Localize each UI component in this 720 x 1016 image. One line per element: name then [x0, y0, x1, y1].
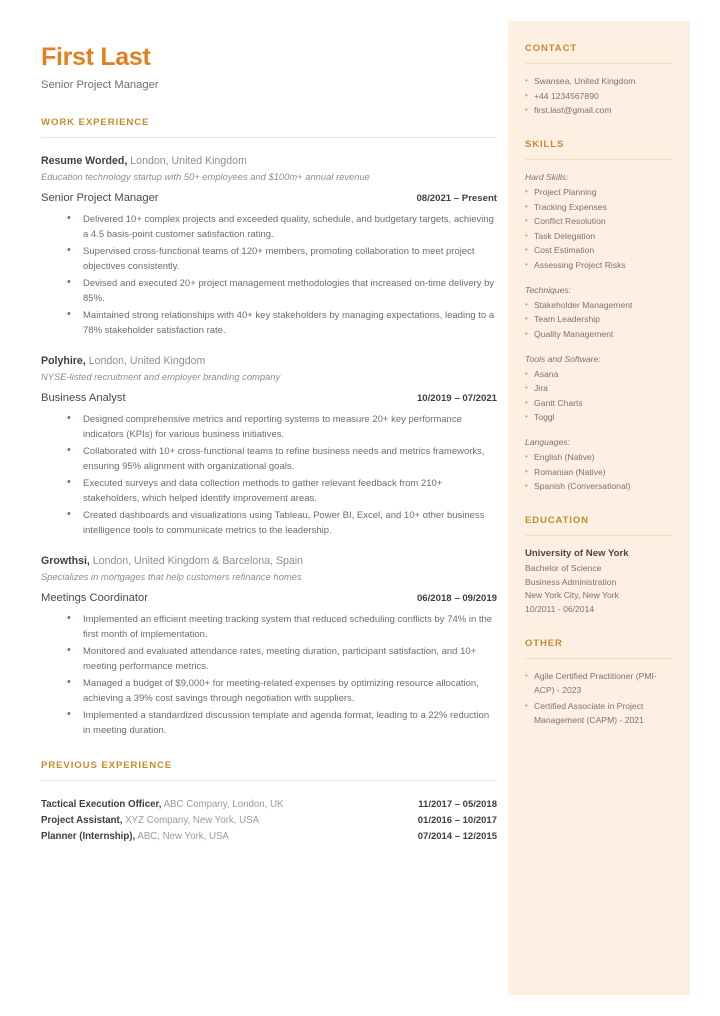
skills-group-label: Tools and Software: [525, 353, 601, 364]
education-details [525, 562, 673, 616]
responsibility-item: • Monitored and evaluated attendance rates, meeting duration, participant satisfaction, and 10+ meeting performance metrics. [83, 644, 497, 674]
responsibility-item: • Executed surveys and data collection methods to gather relevant feedback from 210+ stakeholders, which helped identify improvement areas. [83, 476, 497, 506]
skill-item: • Task Delegation [525, 229, 673, 243]
responsibility-item: • Designed comprehensive metrics and reporting systems to measure 20+ key performance indicators (KPIs) for various business initiatives. [83, 412, 497, 442]
responsibility-item: • Managed a budget of $9,000+ for meeting-related expenses by optimizing resource allocation, achieving a 39% cost savings through negotiation with suppliers. [83, 676, 497, 706]
skill-item: • Tracking Expenses [525, 200, 673, 214]
sidebar-heading-education: EDUCATION [525, 515, 589, 526]
skill-item: • Quality Management [525, 327, 673, 341]
skills-group-label: Languages: [525, 437, 570, 447]
previous-experience-section [41, 760, 497, 845]
skill-item: • Team Leadership [525, 312, 673, 326]
skills-list [525, 298, 673, 341]
sidebar-heading-skills: SKILLS [525, 139, 565, 150]
sidebar-divider [525, 658, 673, 659]
resume-main-column [41, 42, 497, 845]
previous-experience-list [41, 797, 497, 845]
education-school: University of New York [525, 548, 629, 559]
skills-list [525, 185, 673, 272]
sidebar-section-contact [525, 43, 673, 117]
work-experience-entry [41, 554, 497, 738]
company-description: Specializes in mortgages that help customers refinance homes [41, 571, 302, 583]
role-title: Business Analyst [41, 392, 126, 405]
responsibility-item: • Maintained strong relationships with 40+ key stakeholders by managing expectations, leading to a 78% stakeholder satisfaction rate. [83, 308, 497, 338]
company-name: Polyhire, [41, 355, 86, 368]
education-line: 10/2011 - 06/2014 [525, 603, 595, 614]
sidebar-divider [525, 159, 673, 160]
company-description: Education technology startup with 50+ employees and $100m+ annual revenue [41, 171, 370, 182]
skill-item: • Stakeholder Management [525, 298, 673, 312]
page-title: First Last [41, 43, 151, 71]
section-heading-previous-experience: PREVIOUS EXPERIENCE [41, 760, 173, 772]
education-line: Business Administration [525, 576, 617, 587]
previous-detail: ABC Company, London, UK [161, 799, 284, 811]
resume-sidebar [508, 21, 690, 995]
sidebar-divider [525, 535, 673, 536]
role-dates: 06/2018 – 09/2019 [416, 593, 497, 605]
responsibility-item: • Created dashboards and visualizations using Tableau, Power BI, Excel, and 10+ other business intelligence tools to communicate metrics to the leadership. [83, 508, 497, 538]
responsibility-item: • Delivered 10+ complex projects and exceeded quality, schedule, and budgetary targets, achieving a 4.5 basis-point customer satisfaction rating. [83, 212, 497, 242]
skill-item: • Cost Estimation [525, 243, 673, 257]
work-experience-entry [41, 154, 497, 338]
company-name: Growthsi, [41, 555, 90, 568]
header-subtitle: Senior Project Manager [41, 79, 159, 91]
role-row [41, 191, 497, 206]
company-location: London, United Kingdom [127, 155, 247, 167]
previous-experience-row [41, 829, 497, 845]
skill-item: • English (Native) [525, 450, 673, 464]
work-experience-list [41, 154, 497, 738]
section-divider [41, 780, 497, 781]
role-dates: 10/2019 – 07/2021 [416, 393, 497, 405]
sidebar-divider [525, 63, 673, 64]
skills-list [525, 450, 673, 493]
contact-list [525, 74, 673, 117]
responsibility-item: • Implemented an efficient meeting tracking system that reduced scheduling conflicts by 74% in the first month of implementation. [83, 612, 497, 642]
company-row [41, 554, 497, 569]
role-dates: 08/2021 – Present [416, 193, 497, 204]
skills-group-label: Hard Skills: [525, 172, 569, 182]
sidebar-section-other [525, 638, 673, 727]
skills-group-label: Techniques: [525, 284, 572, 295]
role-title: Meetings Coordinator [41, 592, 148, 605]
previous-role: Tactical Execution Officer, [41, 799, 162, 811]
company-name: Resume Worded, [41, 155, 128, 167]
skill-item: • Assessing Project Risks [525, 258, 673, 272]
skill-item: • Conflict Resolution [525, 214, 673, 228]
previous-experience-title [41, 797, 283, 813]
other-item: • Agile Certified Practitioner (PMI-ACP) - 2023 [525, 669, 673, 697]
work-experience-entry [41, 354, 497, 538]
skills-list [525, 367, 673, 425]
previous-dates: 11/2017 – 05/2018 [418, 799, 497, 811]
company-row [41, 354, 497, 369]
skill-item: • Jira [525, 381, 673, 395]
sidebar-section-skills [525, 139, 673, 493]
previous-dates: 01/2016 – 10/2017 [417, 815, 497, 827]
skill-item: • Asana [525, 367, 673, 381]
previous-detail: XYZ Company, New York, USA [122, 815, 260, 827]
company-location: London, United Kingdom [85, 355, 206, 368]
previous-experience-row [41, 813, 497, 829]
role-row [41, 391, 497, 406]
other-item: • Certified Associate in Project Management (CAPM) - 2021 [525, 699, 673, 727]
skill-item: • Spanish (Conversational) [525, 479, 673, 493]
sidebar-heading-other: OTHER [525, 638, 563, 649]
responsibility-item: • Devised and executed 20+ project management methodologies that increased on-time delivery by 85%. [83, 276, 497, 306]
sidebar-section-education [525, 515, 673, 616]
responsibility-list [41, 212, 497, 338]
responsibility-item: • Implemented a standardized discussion template and agenda format, leading to a 22% reduction in meeting duration. [83, 708, 497, 738]
skill-item: • Gantt Charts [525, 396, 673, 410]
previous-detail: ABC, New York, USA [135, 831, 229, 843]
section-divider [41, 137, 497, 138]
previous-role: Planner (Internship), [41, 831, 136, 843]
responsibility-item: • Collaborated with 10+ cross-functional teams to refine business needs and metrics frameworks, ensuring 95% alignment with organizational goals. [83, 444, 497, 474]
role-title: Senior Project Manager [41, 192, 159, 204]
previous-role: Project Assistant, [41, 815, 123, 827]
sidebar-heading-contact: CONTACT [525, 43, 578, 54]
other-list [525, 669, 673, 727]
previous-experience-title [41, 829, 229, 845]
contact-item: • first.last@gmail.com [525, 103, 673, 117]
previous-dates: 07/2014 – 12/2015 [417, 831, 497, 843]
company-description: NYSE-listed recruitment and employer branding company [41, 371, 281, 383]
previous-experience-title [41, 813, 259, 829]
responsibility-list [41, 412, 497, 538]
role-row [41, 591, 497, 606]
skill-item: • Project Planning [525, 185, 673, 199]
skills-groups [525, 170, 673, 493]
responsibility-list [41, 612, 497, 738]
contact-item: • +44 1234567890 [525, 89, 673, 103]
previous-experience-row [41, 797, 497, 813]
responsibility-item: • Supervised cross-functional teams of 120+ members, promoting collaboration to meet project objectives consistently. [83, 244, 497, 274]
skill-item: • Romanian (Native) [525, 465, 673, 479]
skill-item: • Toggl [525, 410, 673, 424]
company-location: London, United Kingdom & Barcelona, Spain [89, 555, 304, 568]
section-heading-work-experience: WORK EXPERIENCE [41, 117, 150, 128]
education-line: Bachelor of Science [525, 563, 602, 573]
contact-item: • Swansea, United Kingdom [525, 74, 673, 88]
company-row [41, 154, 497, 169]
education-line: New York City, New York [525, 590, 619, 600]
